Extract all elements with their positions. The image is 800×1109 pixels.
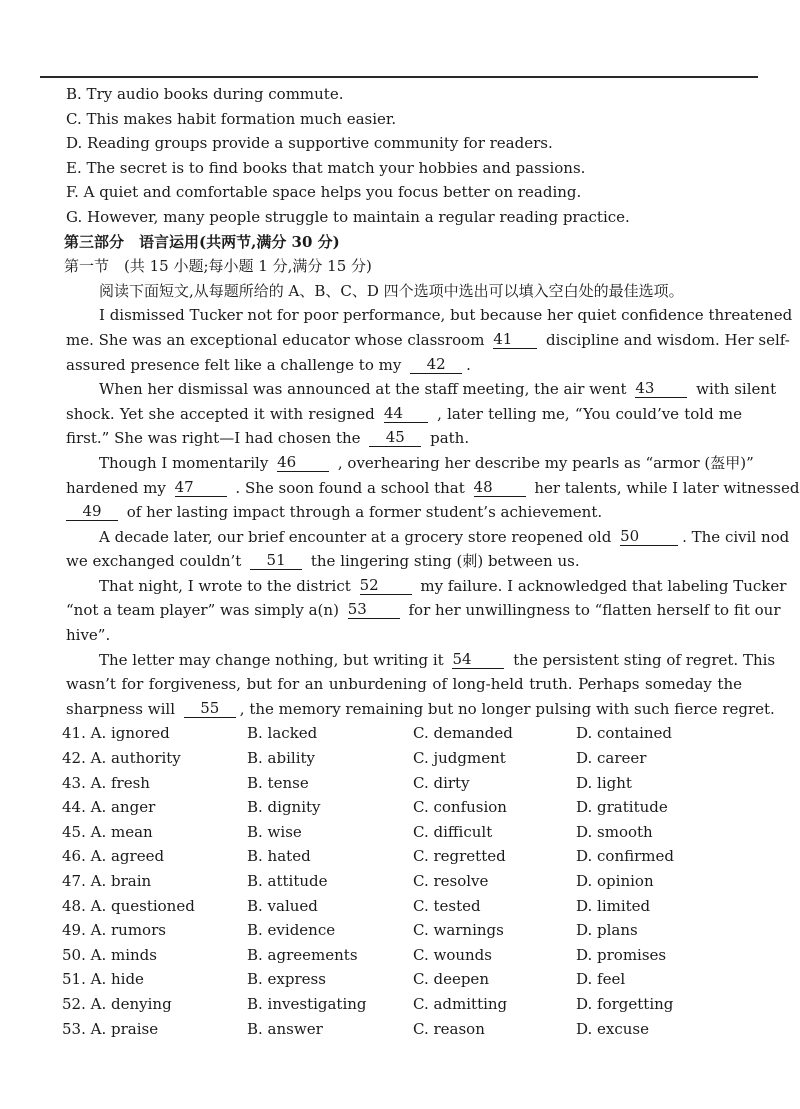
option-a: 46. A. agreed bbox=[62, 847, 165, 866]
option-row bbox=[62, 967, 742, 992]
option-c: C. resolve bbox=[413, 872, 489, 890]
passage-line: hive”. bbox=[66, 626, 111, 645]
option-row bbox=[62, 844, 742, 869]
blank-41: 41 bbox=[493, 331, 537, 349]
option-b: B. investigating bbox=[247, 994, 367, 1013]
leftover-option: D. Reading groups provide a supportive community for readers. bbox=[66, 134, 553, 153]
blank-50: 50 bbox=[620, 528, 678, 546]
leftover-option: C. This makes habit formation much easier. bbox=[66, 109, 397, 128]
option-row bbox=[62, 771, 742, 796]
passage-line: wasn’t for forgiveness, but for an unburdening of long-held truth. Perhaps someday the bbox=[66, 675, 742, 694]
leftover-option: F. A quiet and comfortable space helps you focus better on reading. bbox=[66, 183, 582, 202]
option-c: C. deepen bbox=[413, 970, 489, 989]
option-row bbox=[62, 746, 742, 771]
option-b: B. lacked bbox=[247, 724, 318, 743]
option-row bbox=[62, 943, 742, 968]
passage-line: The letter may change nothing, but writing it 54 the persistent sting of regret. This bbox=[99, 649, 776, 669]
option-row bbox=[62, 918, 742, 943]
blank-43: 43 bbox=[635, 380, 687, 398]
option-d: D. contained bbox=[576, 724, 673, 743]
leftover-option: E. The secret is to find books that match your hobbies and passions. bbox=[66, 158, 586, 177]
option-row bbox=[62, 894, 742, 919]
passage-line: assured presence felt like a challenge to my 42 . bbox=[66, 354, 471, 374]
passage-line: shock. Yet she accepted it with resigned 44 , later telling me, “You could’ve told me bbox=[66, 403, 742, 423]
passage-line: When her dismissal was announced at the staff meeting, the air went 43 with silent bbox=[99, 379, 777, 399]
option-a: 52. A. denying bbox=[62, 994, 172, 1013]
option-d: D. gratitude bbox=[576, 798, 668, 817]
option-a: 48. A. questioned bbox=[62, 896, 195, 915]
leftover-option: G. However, many people struggle to maintain a regular reading practice. bbox=[66, 207, 630, 226]
option-row bbox=[62, 1017, 742, 1042]
option-b: B. dignity bbox=[247, 798, 321, 817]
option-d: D. career bbox=[576, 749, 647, 768]
option-a: 42. A. authority bbox=[62, 749, 181, 768]
option-b: B. agreements bbox=[247, 945, 358, 964]
option-d: D. promises bbox=[576, 945, 667, 964]
option-a: 41. A. ignored bbox=[62, 724, 170, 743]
option-b: B. evidence bbox=[247, 921, 336, 940]
passage-paragraph bbox=[66, 648, 776, 722]
leftover-option-list bbox=[66, 82, 742, 230]
blank-48: 48 bbox=[474, 479, 526, 497]
passage-line: 49 of her lasting impact through a former student’s achievement. bbox=[66, 500, 742, 525]
option-b: B. express bbox=[247, 970, 326, 989]
option-d: D. limited bbox=[576, 896, 651, 915]
option-a: 49. A. rumors bbox=[62, 921, 166, 940]
passage-paragraph bbox=[66, 574, 787, 648]
blank-44: 44 bbox=[384, 405, 428, 423]
option-c: C. tested bbox=[413, 896, 481, 915]
option-c: C. dirty bbox=[413, 773, 470, 792]
option-row bbox=[62, 795, 742, 820]
passage-line: “not a team player” was simply a(n) 53 for her unwillingness to “flatten herself to fit our bbox=[66, 600, 781, 620]
passage-line: sharpness will 55 , the memory remaining but no longer pulsing with such fierce regret. bbox=[66, 698, 775, 718]
option-b: B. valued bbox=[247, 896, 318, 915]
option-b: B. tense bbox=[247, 773, 309, 792]
option-row bbox=[62, 820, 742, 845]
option-c: C. admitting bbox=[413, 994, 508, 1013]
option-a: 53. A. praise bbox=[62, 1019, 159, 1038]
option-c: C. reason bbox=[413, 1019, 485, 1038]
top-rule bbox=[40, 76, 758, 78]
passage-paragraph bbox=[66, 377, 777, 451]
part-heading: 第三部分 语言运用(共两节,满分 30 分) bbox=[64, 232, 340, 251]
option-a: 50. A. minds bbox=[62, 945, 157, 964]
instruction: 阅读下面短文,从每题所给的 A、B、C、D 四个选项中选出可以填入空白处的最佳选项。 bbox=[99, 281, 684, 300]
option-row bbox=[62, 869, 742, 894]
option-d: D. light bbox=[576, 773, 632, 792]
blank-49: 49 bbox=[66, 503, 118, 521]
option-d: D. confirmed bbox=[576, 847, 674, 866]
option-c: C. regretted bbox=[413, 847, 506, 866]
option-b: B. answer bbox=[247, 1019, 323, 1038]
blank-42: 42 bbox=[410, 356, 462, 374]
section-heading: 第一节 (共 15 小题;每小题 1 分,满分 15 分) bbox=[64, 257, 372, 276]
option-d: D. feel bbox=[576, 970, 626, 989]
option-a: 51. A. hide bbox=[62, 970, 144, 989]
passage-paragraph bbox=[66, 525, 790, 574]
options-table bbox=[62, 721, 742, 1041]
option-a: 45. A. mean bbox=[62, 822, 153, 841]
passage-line: I dismissed Tucker not for poor performance, but because her quiet confidence threatened bbox=[99, 306, 793, 325]
option-a: 43. A. fresh bbox=[62, 773, 150, 792]
blank-51: 51 bbox=[250, 552, 302, 570]
option-b: B. ability bbox=[247, 749, 315, 768]
exam-page bbox=[62, 82, 800, 1041]
passage-line: hardened my 47 . She soon found a school that 48 her talents, while I later witnessed bbox=[66, 477, 800, 497]
option-d: D. forgetting bbox=[576, 994, 674, 1013]
option-row bbox=[62, 992, 742, 1017]
option-a: 44. A. anger bbox=[62, 798, 156, 817]
option-d: D. plans bbox=[576, 921, 638, 940]
option-c: C. demanded bbox=[413, 724, 513, 743]
passage-line: A decade later, our brief encounter at a grocery store reopened old 50 . The civil nod bbox=[99, 526, 790, 546]
leftover-option: B. Try audio books during commute. bbox=[66, 85, 344, 103]
option-b: B. attitude bbox=[247, 872, 328, 890]
option-b: B. wise bbox=[247, 822, 302, 841]
option-row bbox=[62, 721, 742, 746]
passage-line: That night, I wrote to the district 52 my failure. I acknowledged that labeling Tucker bbox=[99, 575, 787, 595]
blank-53: 53 bbox=[348, 601, 400, 619]
option-a: 47. A. brain bbox=[62, 872, 152, 890]
blank-46: 46 bbox=[277, 454, 329, 472]
option-c: C. difficult bbox=[413, 822, 493, 841]
passage-line: me. She was an exceptional educator whose classroom 41 discipline and wisdom. Her self- bbox=[66, 329, 790, 349]
passage-line: first.” She was right—I had chosen the 45 path. bbox=[66, 428, 470, 448]
option-b: B. hated bbox=[247, 847, 311, 866]
option-c: C. warnings bbox=[413, 921, 504, 940]
blank-52: 52 bbox=[360, 577, 412, 595]
blank-45: 45 bbox=[369, 429, 421, 447]
passage-line: Though I momentarily 46 , overhearing her describe my pearls as “armor (盔甲)” bbox=[99, 452, 754, 472]
option-d: D. opinion bbox=[576, 872, 654, 890]
option-c: C. confusion bbox=[413, 798, 507, 817]
blank-47: 47 bbox=[175, 479, 227, 497]
blank-55: 55 bbox=[184, 700, 236, 718]
option-c: C. judgment bbox=[413, 749, 506, 768]
passage-line: we exchanged couldn’t 51 the lingering sting (刺) between us. bbox=[66, 551, 580, 571]
passage-paragraph bbox=[66, 451, 800, 525]
blank-54: 54 bbox=[452, 651, 504, 669]
option-d: D. smooth bbox=[576, 822, 653, 841]
option-d: D. excuse bbox=[576, 1019, 650, 1038]
option-c: C. wounds bbox=[413, 945, 492, 964]
passage-paragraph bbox=[66, 303, 793, 377]
